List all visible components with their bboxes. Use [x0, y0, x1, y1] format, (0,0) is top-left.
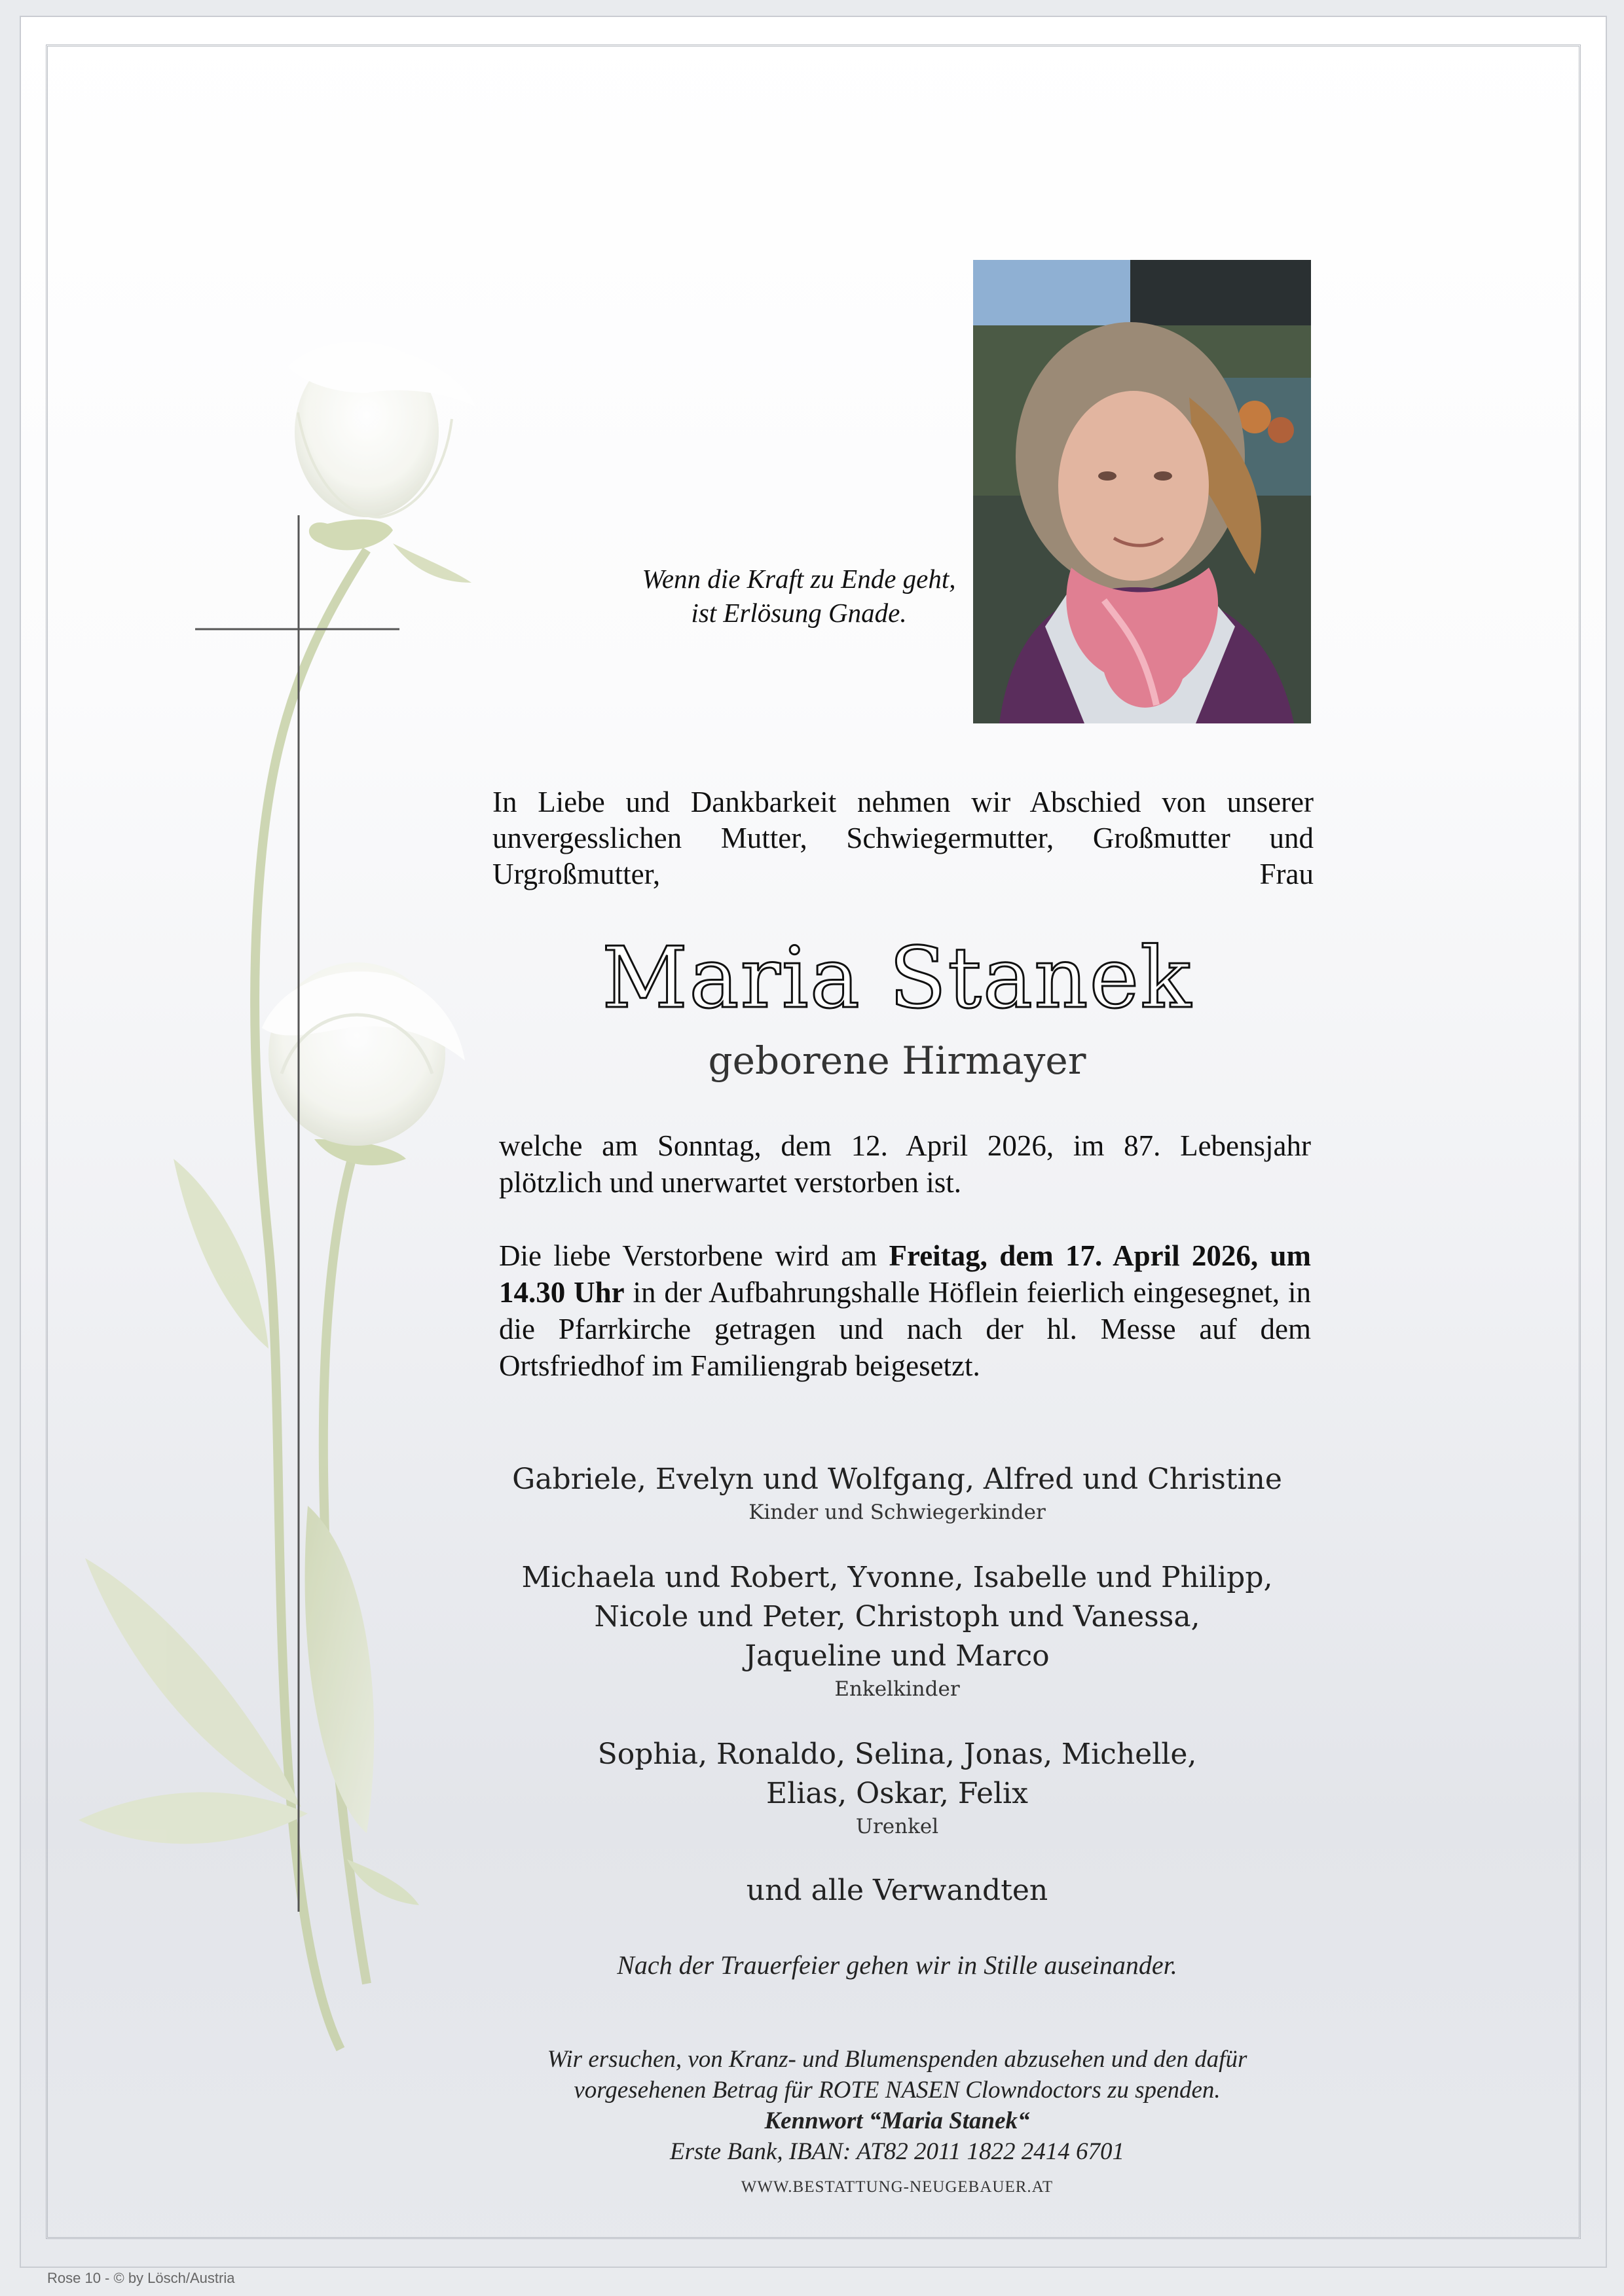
- donation-request: [471, 2044, 1323, 2167]
- leaf: [393, 543, 471, 583]
- funeral-suffix: in der Aufbahrungshalle Höflein feierlich eingesegnet, in die Pfarrkirche getragen und nach der hl. Messe auf dem Ortsfriedhof im Familiengrab beigesetzt.: [499, 1276, 1312, 1382]
- grandchildren-names: Nicole und Peter, Christoph und Vanessa,: [594, 1600, 1200, 1633]
- relatives: und alle Verwandten: [746, 1874, 1048, 1907]
- children-role: Kinder und Schwiegerkinder: [748, 1501, 1046, 1524]
- leaf: [305, 1506, 375, 1833]
- motto-line: Wenn die Kraft zu Ende geht,: [642, 564, 956, 594]
- grandchildren-role: Enkelkinder: [834, 1677, 960, 1701]
- upper-rose: [288, 342, 475, 551]
- grandchildren-names: Jaqueline und Marco: [745, 1639, 1050, 1673]
- leaf: [174, 1159, 268, 1349]
- portrait-photo: [973, 260, 1311, 723]
- grandchildren-names: Michaela und Robert, Yvonne, Isabelle und Philipp,: [521, 1561, 1273, 1594]
- children-names: Gabriele, Evelyn und Wolfgang, Alfred und Christine: [512, 1463, 1282, 1496]
- donation-line: Wir ersuchen, von Kranz- und Blumenspenden abzusehen und den dafür: [547, 2046, 1247, 2073]
- funeral-prefix: Die liebe Verstorbene wird am: [499, 1239, 889, 1272]
- leaf: [85, 1558, 301, 1807]
- donation-bank: Erste Bank, IBAN: AT82 2011 1822 2414 6701: [669, 2138, 1125, 2165]
- death-notice: welche am Sonntag, dem 12. April 2026, im 87. Lebensjahr plötzlich und unerwartet verstorben ist.: [499, 1129, 1311, 1199]
- family-children: [485, 1460, 1310, 1525]
- great-grandchildren-role: Urenkel: [855, 1815, 939, 1838]
- motto-line: ist Erlösung Gnade.: [691, 598, 907, 628]
- family-great-grandchildren: [485, 1735, 1310, 1840]
- intro-text: In Liebe und Dankbarkeit nehmen wir Abschied von unserer unvergesslichen Mutter, Schwiegermutter, Großmutter und Urgroßmutter, Frau: [492, 786, 1314, 890]
- donation-line: vorgesehenen Betrag für ROTE NASEN Clowndoctors zu spenden.: [574, 2077, 1221, 2104]
- funeral-date-time: Freitag, dem 17. April 2026, um 14.30 Uhr: [499, 1239, 1311, 1309]
- website: WWW.BESTATTUNG-NEUGEBAUER.AT: [741, 2178, 1054, 2196]
- deceased-name: Maria Stanek: [602, 930, 1192, 1027]
- maiden-name: geborene Hirmayer: [708, 1038, 1086, 1083]
- funeral-notice: [499, 1237, 1311, 1384]
- lower-rose: [262, 962, 465, 1165]
- donation-keyword: Kennwort “Maria Stanek“: [764, 2107, 1030, 2134]
- great-grandchildren-names: Elias, Oskar, Felix: [766, 1777, 1028, 1810]
- design-credit: Rose 10 - © by Lösch/Austria: [47, 2270, 235, 2286]
- leaf: [79, 1793, 308, 1844]
- family-grandchildren: [485, 1558, 1310, 1702]
- great-grandchildren-names: Sophia, Ronaldo, Selina, Jonas, Michelle,: [597, 1738, 1197, 1771]
- closing-line: Nach der Trauerfeier gehen wir in Stille auseinander.: [617, 1950, 1177, 1980]
